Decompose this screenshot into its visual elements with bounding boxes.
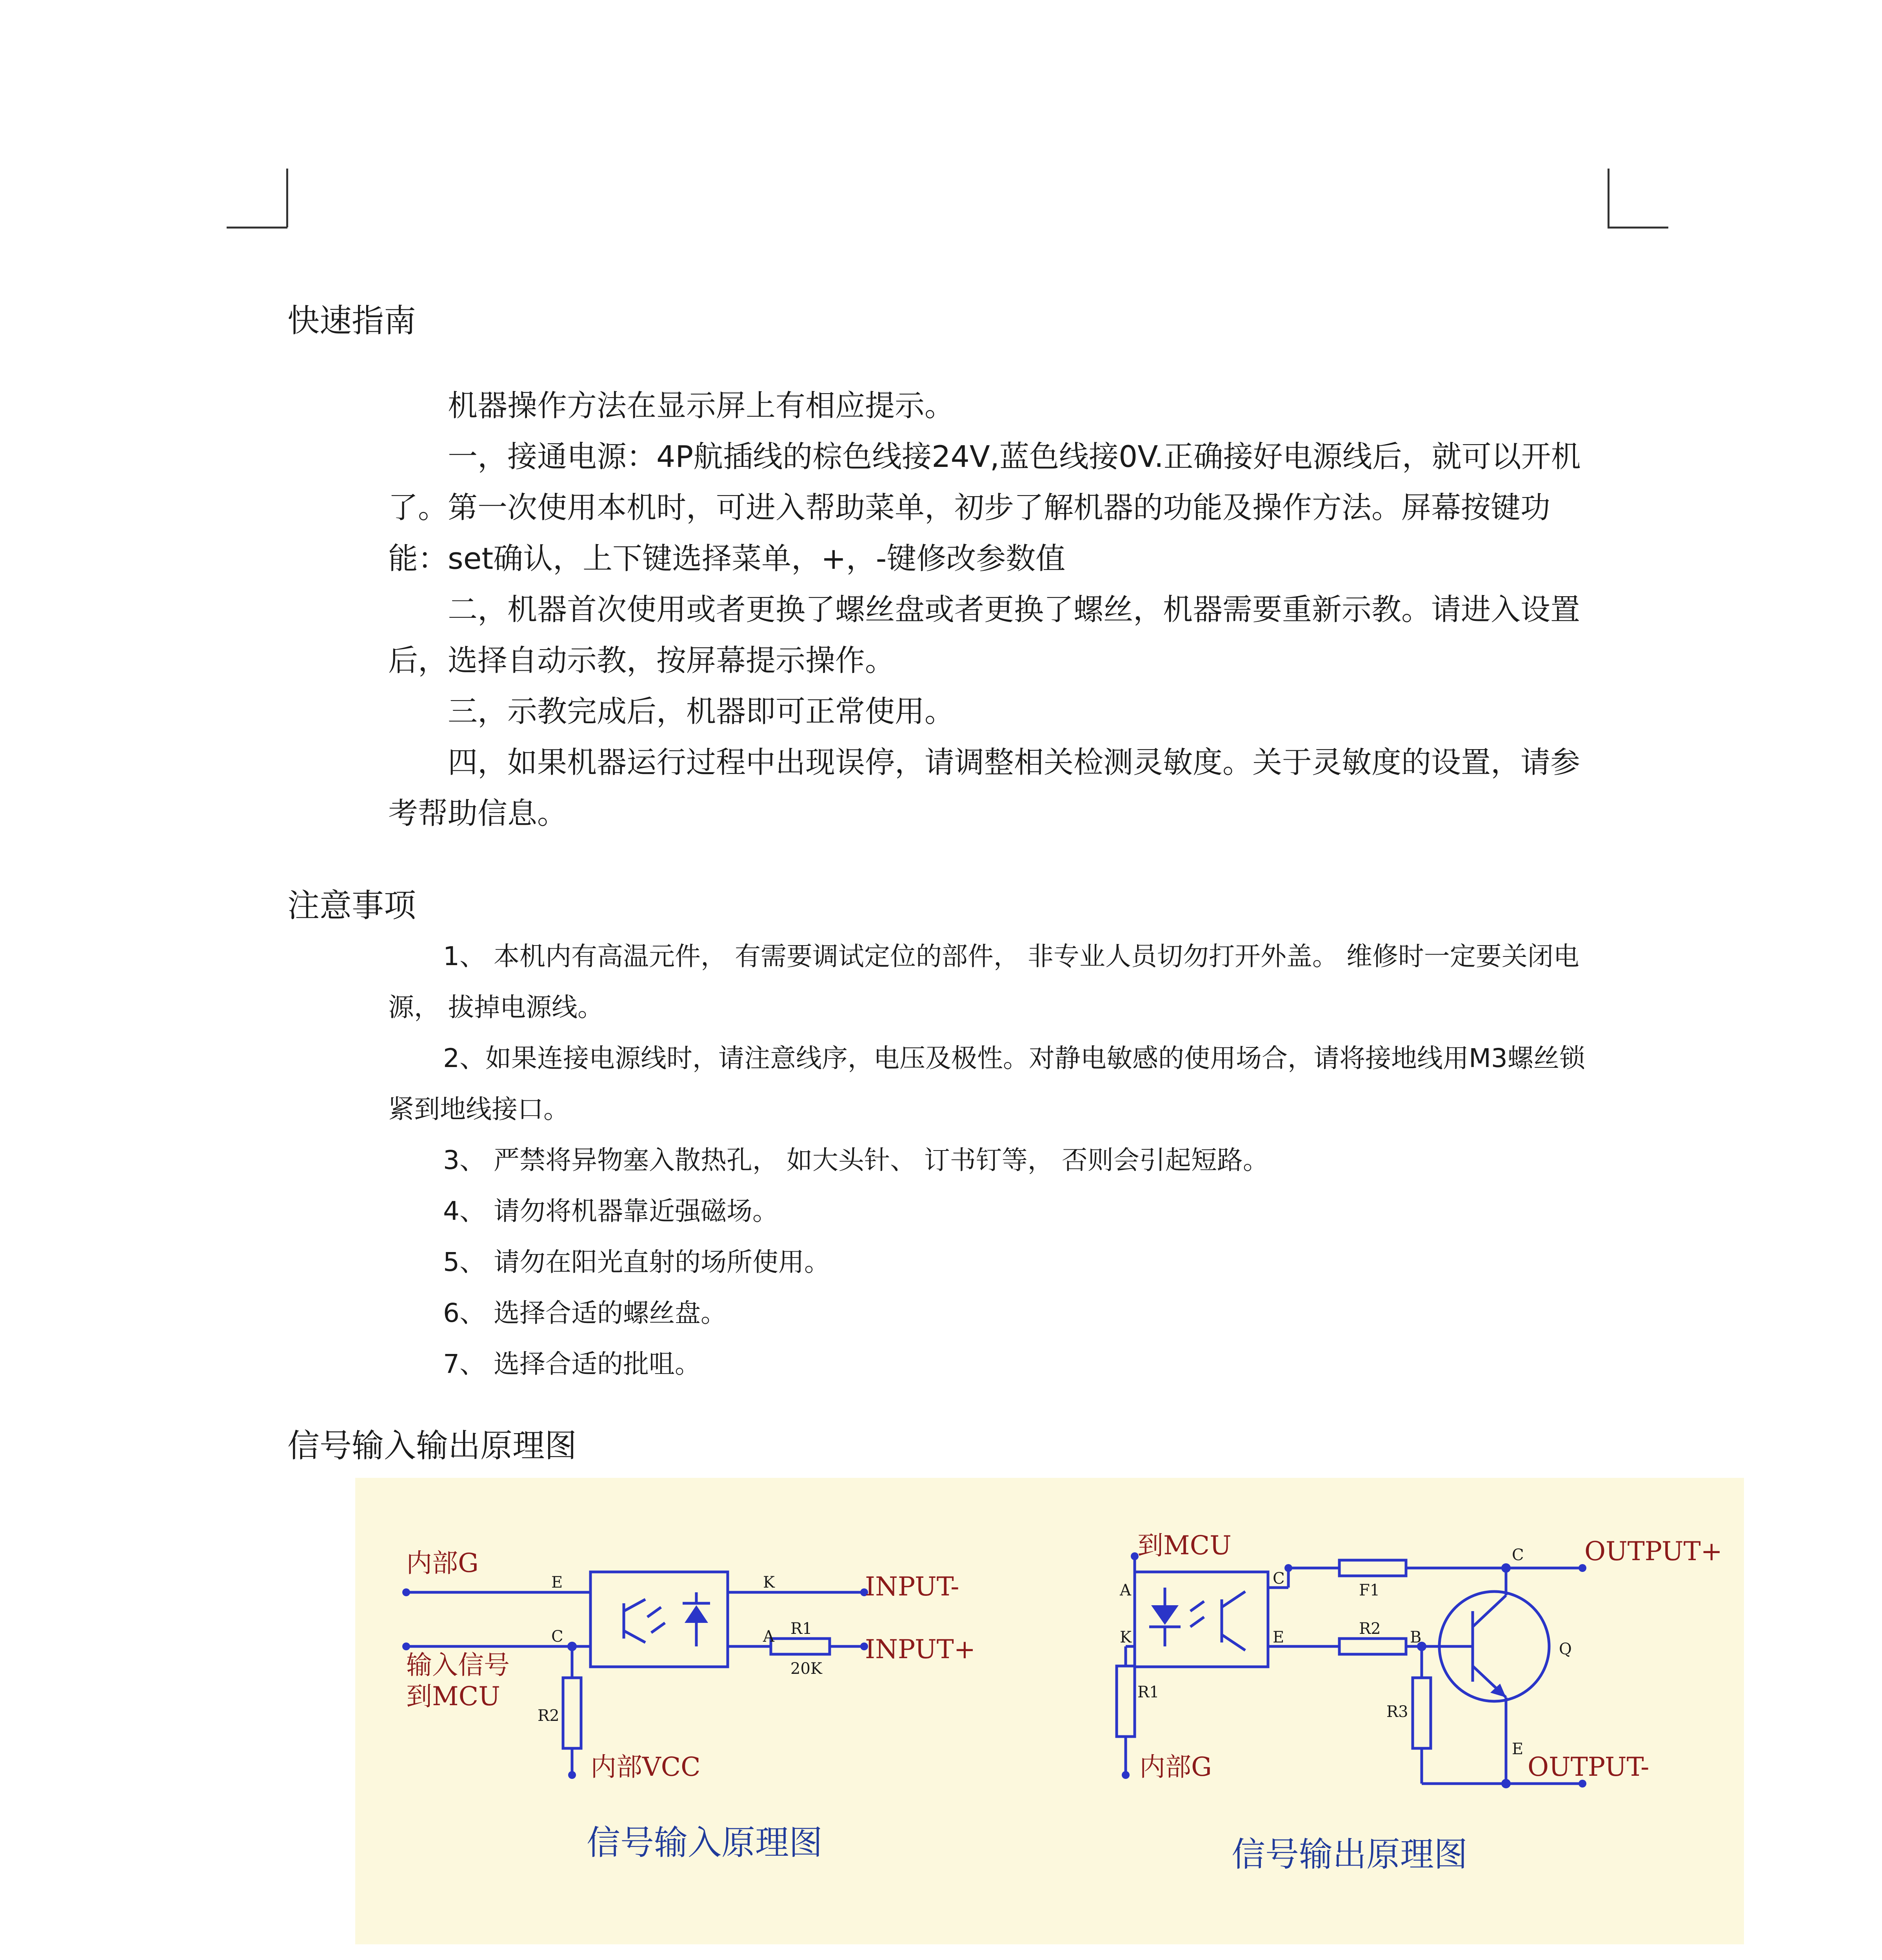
note-item: 1、 本机内有高温元件， 有需要调试定位的部件， 非专业人员切勿打开外盖。 维修时一定要关闭电源， 拔掉电源线。 xyxy=(388,941,1579,1022)
output-ground-label: 内部G xyxy=(1139,1752,1212,1782)
output-f1-label: F1 xyxy=(1359,1581,1380,1599)
output-pin-e: E xyxy=(1273,1628,1284,1646)
output-light-arrow xyxy=(1190,1601,1204,1611)
crop-mark-top-right-h xyxy=(1608,227,1668,229)
output-plus-label: OUTPUT+ xyxy=(1584,1536,1722,1566)
input-r1-resistor xyxy=(771,1639,830,1654)
output-r2-label: R2 xyxy=(1359,1620,1381,1638)
input-minus-label: INPUT- xyxy=(865,1572,959,1602)
input-phototransistor-collector xyxy=(624,1599,645,1611)
note-item: 7、 选择合适的批咀。 xyxy=(443,1349,701,1379)
output-pin-a: A xyxy=(1120,1581,1131,1599)
input-plus-label: INPUT+ xyxy=(865,1634,976,1664)
output-f1-fuse xyxy=(1339,1560,1406,1576)
output-pin-k: K xyxy=(1120,1628,1132,1646)
output-r1-label: R1 xyxy=(1137,1683,1159,1701)
input-optocoupler xyxy=(590,1572,728,1667)
output-light-arrow xyxy=(1190,1617,1204,1627)
input-caption: 信号输入原理图 xyxy=(587,1823,823,1862)
input-pin-k: K xyxy=(763,1573,775,1592)
crop-mark-top-left-v xyxy=(286,169,288,227)
output-minus-label: OUTPUT- xyxy=(1528,1752,1649,1782)
schematic-svg xyxy=(355,1478,1744,1944)
quick-guide-title: 快速指南 xyxy=(287,302,416,339)
quick-guide-paragraph: 二，机器首次使用或者更换了螺丝盘或者更换了螺丝，机器需要重新示教。请进入设置后，选择自动示教，按屏幕提示操作。 xyxy=(388,592,1580,678)
input-signal-label-2: 到MCU xyxy=(406,1681,500,1711)
output-ground-node xyxy=(1122,1771,1130,1779)
crop-mark-top-right-v xyxy=(1608,169,1610,227)
input-r1-value: 20K xyxy=(790,1660,822,1678)
output-pin-c: C xyxy=(1273,1570,1285,1588)
input-signal-label: 输入信号 xyxy=(406,1650,510,1680)
output-mcu-label: 到MCU xyxy=(1137,1530,1232,1561)
quick-guide-paragraph: 机器操作方法在显示屏上有相应提示。 xyxy=(448,388,954,423)
output-phototransistor-collector xyxy=(1222,1592,1245,1607)
input-vcc-node xyxy=(568,1771,576,1779)
output-pin-b: B xyxy=(1410,1628,1422,1646)
output-pin-q: Q xyxy=(1559,1640,1572,1658)
note-item: 3、 严禁将异物塞入散热孔， 如大头针、 订书钉等， 否则会引起短路。 xyxy=(443,1145,1269,1175)
input-led-triangle xyxy=(685,1605,708,1623)
input-ground-node xyxy=(402,1588,410,1596)
input-pin-e: E xyxy=(551,1573,563,1592)
output-r2-resistor xyxy=(1339,1639,1406,1654)
note-item: 4、 请勿将机器靠近强磁场。 xyxy=(443,1196,778,1226)
schematic-title: 信号输入输出原理图 xyxy=(287,1427,577,1465)
quick-guide-paragraph: 三，示教完成后，机器即可正常使用。 xyxy=(448,694,954,729)
quick-guide-paragraph: 一，接通电源：4P航插线的棕色线接24V,蓝色线接0V.正确接好电源线后，就可以开机了。第一次使用本机时，可进入帮助菜单，初步了解机器的功能及操作方法。屏幕按键功能：set确认，上下键选择菜单，+，-键修改参数值 xyxy=(388,439,1581,576)
schematic-diagram xyxy=(355,1478,1744,1944)
input-vcc-label: 内部VCC xyxy=(590,1752,701,1782)
input-r2-resistor xyxy=(563,1678,581,1748)
output-r3-label: R3 xyxy=(1386,1703,1408,1721)
note-item: 5、 请勿在阳光直射的场所使用。 xyxy=(443,1247,830,1277)
input-r2-label: R2 xyxy=(538,1707,560,1725)
input-circuit xyxy=(402,1548,976,1862)
crop-mark-top-left-h xyxy=(227,227,287,229)
input-ground-label: 内部G xyxy=(406,1548,479,1578)
output-r1-resistor xyxy=(1117,1666,1135,1737)
output-led-triangle xyxy=(1151,1605,1179,1625)
input-pin-c: C xyxy=(551,1628,563,1646)
input-signal-node xyxy=(402,1642,410,1650)
output-transistor-pin-c: C xyxy=(1512,1546,1524,1564)
note-item: 2、如果连接电源线时，请注意线序，电压及极性。对静电敏感的使用场合，请将接地线用M3螺丝锁紧到地线接口。 xyxy=(388,1043,1585,1124)
output-circuit xyxy=(1117,1530,1722,1874)
input-light-arrow xyxy=(651,1623,665,1633)
notes-title: 注意事项 xyxy=(287,887,416,924)
output-r3-resistor xyxy=(1413,1678,1431,1748)
quick-guide-paragraph: 四，如果机器运行过程中出现误停，请调整相关检测灵敏度。关于灵敏度的设置，请参考帮助信息。 xyxy=(388,745,1580,831)
output-transistor-collector xyxy=(1473,1595,1506,1627)
note-item: 6、 选择合适的螺丝盘。 xyxy=(443,1298,727,1328)
output-phototransistor-emitter xyxy=(1222,1635,1245,1650)
input-phototransistor-emitter xyxy=(624,1631,645,1642)
input-pin-a: A xyxy=(763,1628,774,1646)
output-caption: 信号输出原理图 xyxy=(1232,1835,1468,1874)
output-transistor-pin-e: E xyxy=(1512,1740,1524,1758)
input-r1-label: R1 xyxy=(790,1620,812,1638)
input-light-arrow xyxy=(647,1607,661,1617)
